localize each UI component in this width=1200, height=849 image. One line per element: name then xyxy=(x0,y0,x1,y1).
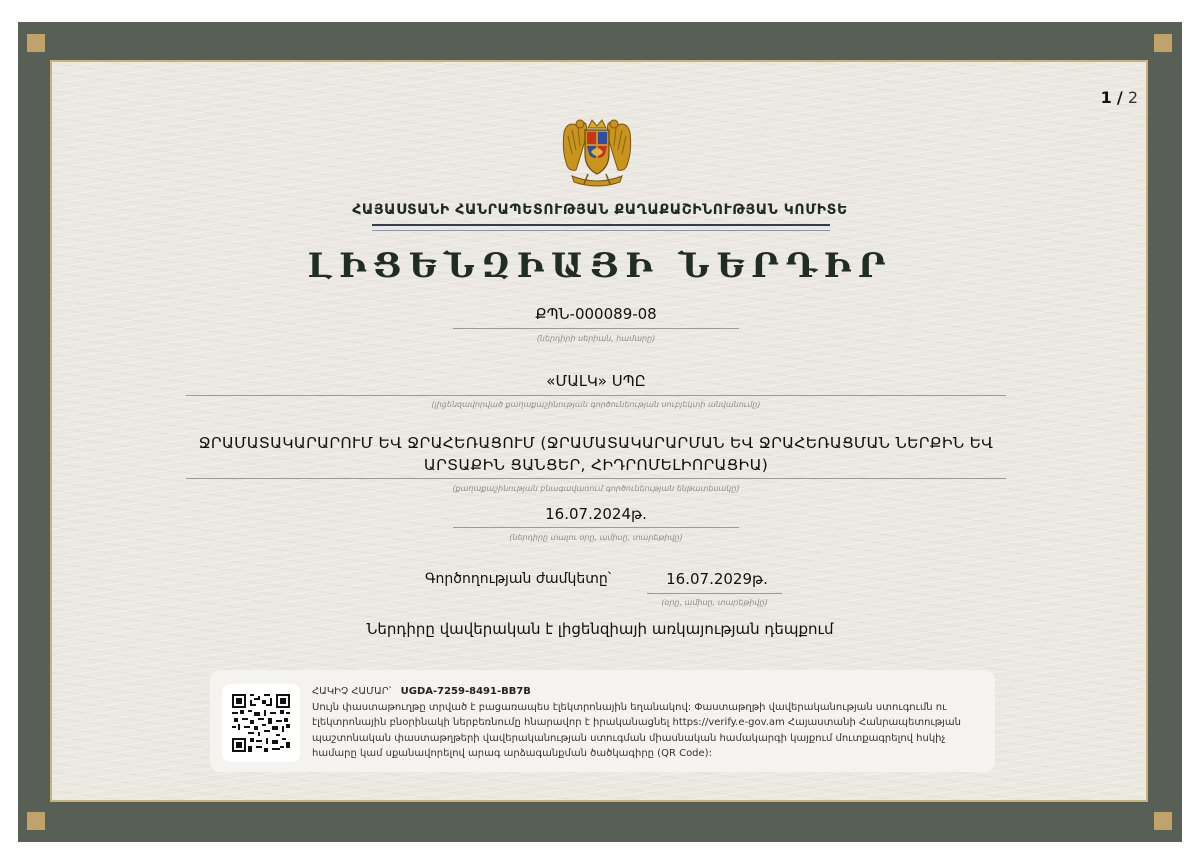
validity-date: 16.07.2029թ. xyxy=(666,570,768,588)
licensee-name: «ՄԱԼԿ» ՍՊԸ xyxy=(546,372,646,390)
activity-line-1: ՋՐԱՄԱՏԱԿԱՐԱՐՈՒՄ ԵՎ ՋՐԱՀԵՌԱՑՈՒՄ (ՋՐԱՄԱՏԱԿԱՐԱՐՄԱՆ ԵՎ ՋՐԱՀԵՌԱՑՄԱՆ ՆԵՐՔԻՆ ԵՎ xyxy=(198,434,994,452)
verification-code-label: ՀԱԿԻՉ ՀԱՄԱՐ՝ xyxy=(312,686,392,697)
issue-date-caption: (ներդիրը տալու օրը, ամիսը, տարեթիվը) xyxy=(509,533,683,542)
serial-number: ՔՊՆ-000089-08 xyxy=(535,305,657,323)
licensee-caption: (լիցենզավորված քաղաքաշինության գործունեության սուբյեկտի անվանումը) xyxy=(431,400,761,409)
document-title: ԼԻՑԵՆԶԻԱՅԻ ՆԵՐԴԻՐ xyxy=(307,246,893,286)
verification-text-block xyxy=(312,684,980,762)
corner-ornament xyxy=(27,812,45,830)
licensee-underline xyxy=(186,395,1006,396)
validity-caption: (օրը, ամիսը, տարեթիվը) xyxy=(661,598,768,607)
issue-date: 16.07.2024թ. xyxy=(545,505,647,523)
current-page: 1 xyxy=(1100,88,1112,107)
issue-date-underline xyxy=(453,527,739,528)
verification-code-row xyxy=(312,684,980,700)
activity-subtype xyxy=(186,432,1006,476)
page-separator: / xyxy=(1116,88,1123,107)
verification-description: Սույն փաստաթուղթը տրված է բացառապես էլեկտրոնային եղանակով: Փաստաթղթի վավերականության ստուգումն ու էլեկտրոնային բնօրինակի ներբեռնումը հնարավոր է իրականացնել https://verify.e-gov.am Հայաստանի Հանրապետության պաշտոնական փաստաթղթերի վավերականության ստուգման միասնական համակարգի կայքում մուտքագրելով հսկիչ համարը կամ սքանավորելով արագ արձագանքման ծածկագիրը (QR Code): xyxy=(312,701,961,759)
corner-ornament xyxy=(27,34,45,52)
header-divider xyxy=(372,224,830,231)
corner-ornament xyxy=(1154,812,1172,830)
activity-underline xyxy=(186,478,1006,479)
qr-code-icon[interactable] xyxy=(232,694,290,752)
validity-note: Ներդիրը վավերական է լիցենզիայի առկայության դեպքում xyxy=(366,620,834,638)
serial-underline xyxy=(453,328,739,329)
total-pages: 2 xyxy=(1127,88,1138,107)
validity-label: Գործողության ժամկետը՝ xyxy=(425,571,612,587)
page-indicator xyxy=(1101,88,1138,107)
committee-name: ՀԱՅԱՍՏԱՆԻ ՀԱՆՐԱՊԵՏՈՒԹՅԱՆ ՔԱՂԱՔԱՇԻՆՈՒԹՅԱՆ ԿՈՄԻՏԵ xyxy=(352,202,848,218)
activity-line-2: ԱՐՏԱՔԻՆ ՑԱՆՑԵՐ, ՀԻԴՐՈՄԵԼԻՈՐԱՑԻԱ) xyxy=(423,456,769,474)
serial-caption: (ներդիրի սերիան, համարը) xyxy=(536,334,656,343)
validity-underline xyxy=(647,593,782,594)
coat-of-arms-icon xyxy=(558,114,636,190)
corner-ornament xyxy=(1154,34,1172,52)
qr-code-container[interactable] xyxy=(222,684,300,762)
activity-caption: (քաղաքաշինության բնագավառում գործունեության ենթատեսակը) xyxy=(452,484,740,493)
verification-code[interactable]: UGDA-7259-8491-BB7B xyxy=(400,686,531,697)
